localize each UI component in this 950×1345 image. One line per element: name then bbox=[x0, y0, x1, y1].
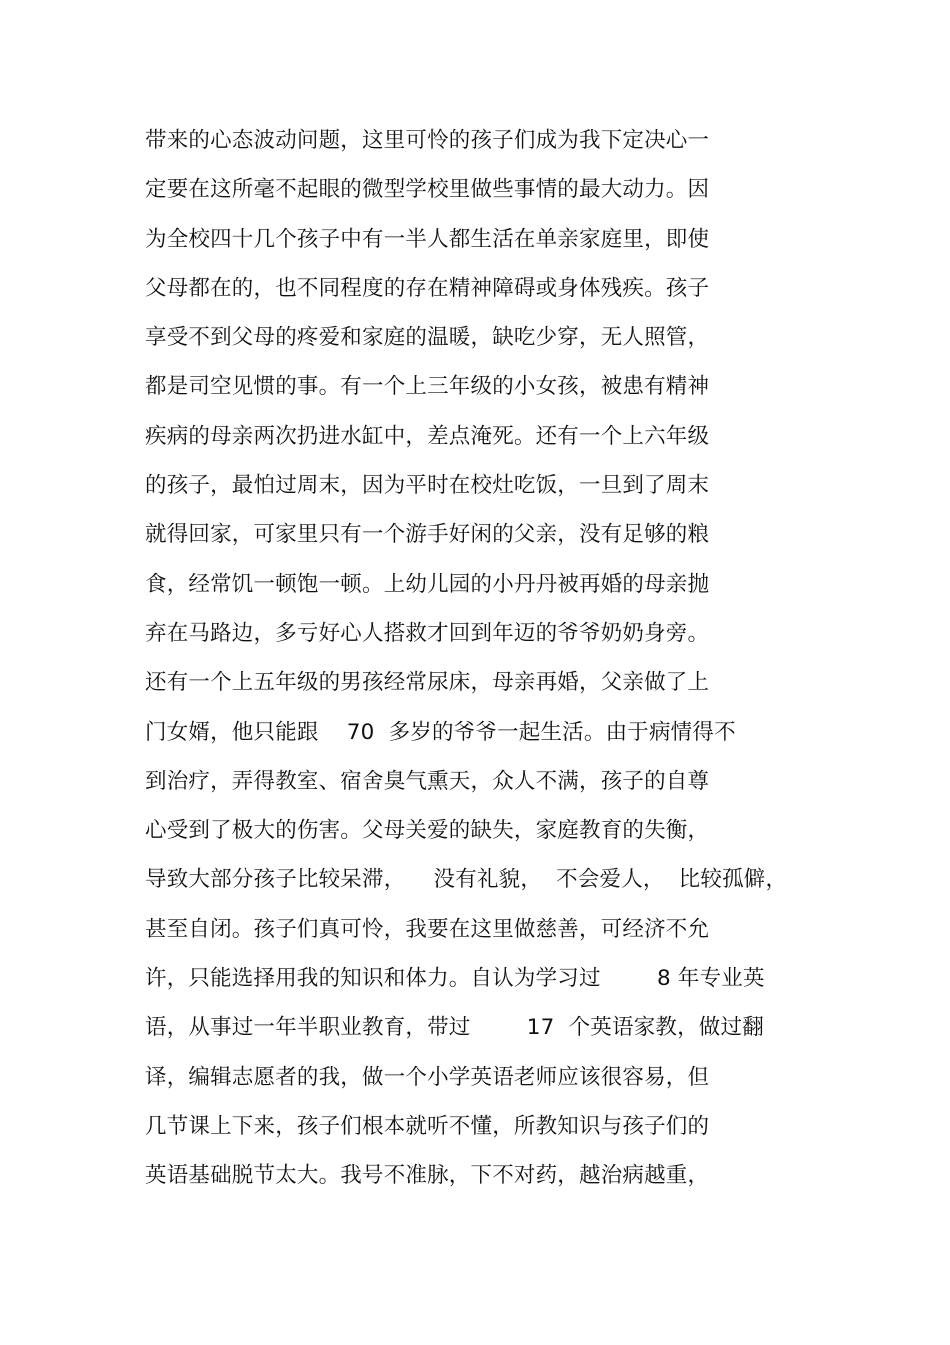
text-line: 英语基础脱节太大。我号不准脉，下不对药，越治病越重， bbox=[145, 1163, 710, 1189]
text-line: 父母都在的，也不同程度的存在精神障碍或身体残疾。孩子 bbox=[145, 275, 710, 301]
text-line: 门女婿，他只能跟 70 多岁的爷爷一起生活。由于病情得不 bbox=[145, 719, 736, 745]
text-line: 带来的心态波动问题，这里可怜的孩子们成为我下定决心一 bbox=[145, 128, 710, 153]
text-line: 的孩子，最怕过周末，因为平时在校灶吃饭，一旦到了周末 bbox=[145, 473, 710, 499]
text-line: 定要在这所毫不起眼的微型学校里做些事情的最大动力。因 bbox=[145, 177, 710, 203]
body-text bbox=[145, 122, 825, 1207]
text-line: 语，从事过一年半职业教育，带过 17 个英语家教，做过翻 bbox=[145, 1015, 764, 1041]
text-line: 就得回家，可家里只有一个游手好闲的父亲，没有足够的粮 bbox=[145, 522, 710, 548]
text-line: 都是司空见惯的事。有一个上三年级的小女孩，被患有精神 bbox=[145, 374, 710, 400]
text-line: 为全校四十几个孩子中有一半人都生活在单亲家庭里，即使 bbox=[145, 226, 710, 252]
text-line: 许，只能选择用我的知识和体力。自认为学习过 8 年专业英 bbox=[145, 966, 765, 992]
text-line: 心受到了极大的伤害。父母关爱的缺失，家庭教育的失衡， bbox=[145, 818, 710, 844]
text-line: 甚至自闭。孩子们真可怜，我要在这里做慈善，可经济不允 bbox=[145, 916, 710, 942]
text-line: 还有一个上五年级的男孩经常尿床，母亲再婚，父亲做了上 bbox=[145, 670, 710, 696]
text-line: 译，编辑志愿者的我，做一个小学英语老师应该很容易，但 bbox=[145, 1064, 710, 1090]
text-line: 几节课上下来，孩子们根本就听不懂，所教知识与孩子们的 bbox=[145, 1113, 710, 1139]
text-line: 导致大部分孩子比较呆滞， 没有礼貌， 不会爱人， 比较孤僻， bbox=[145, 867, 788, 893]
text-line: 食，经常饥一顿饱一顿。上幼儿园的小丹丹被再婚的母亲抛 bbox=[145, 571, 710, 597]
text-line: 弃在马路边，多亏好心人搭救才回到年迈的爷爷奶奶身旁。 bbox=[145, 620, 710, 646]
text-line: 疾病的母亲两次扔进水缸中，差点淹死。还有一个上六年级 bbox=[145, 423, 710, 449]
text-line: 到治疗，弄得教室、宿舍臭气熏天，众人不满，孩子的自尊 bbox=[145, 768, 710, 794]
text-line: 享受不到父母的疼爱和家庭的温暖，缺吃少穿，无人照管， bbox=[145, 325, 710, 351]
